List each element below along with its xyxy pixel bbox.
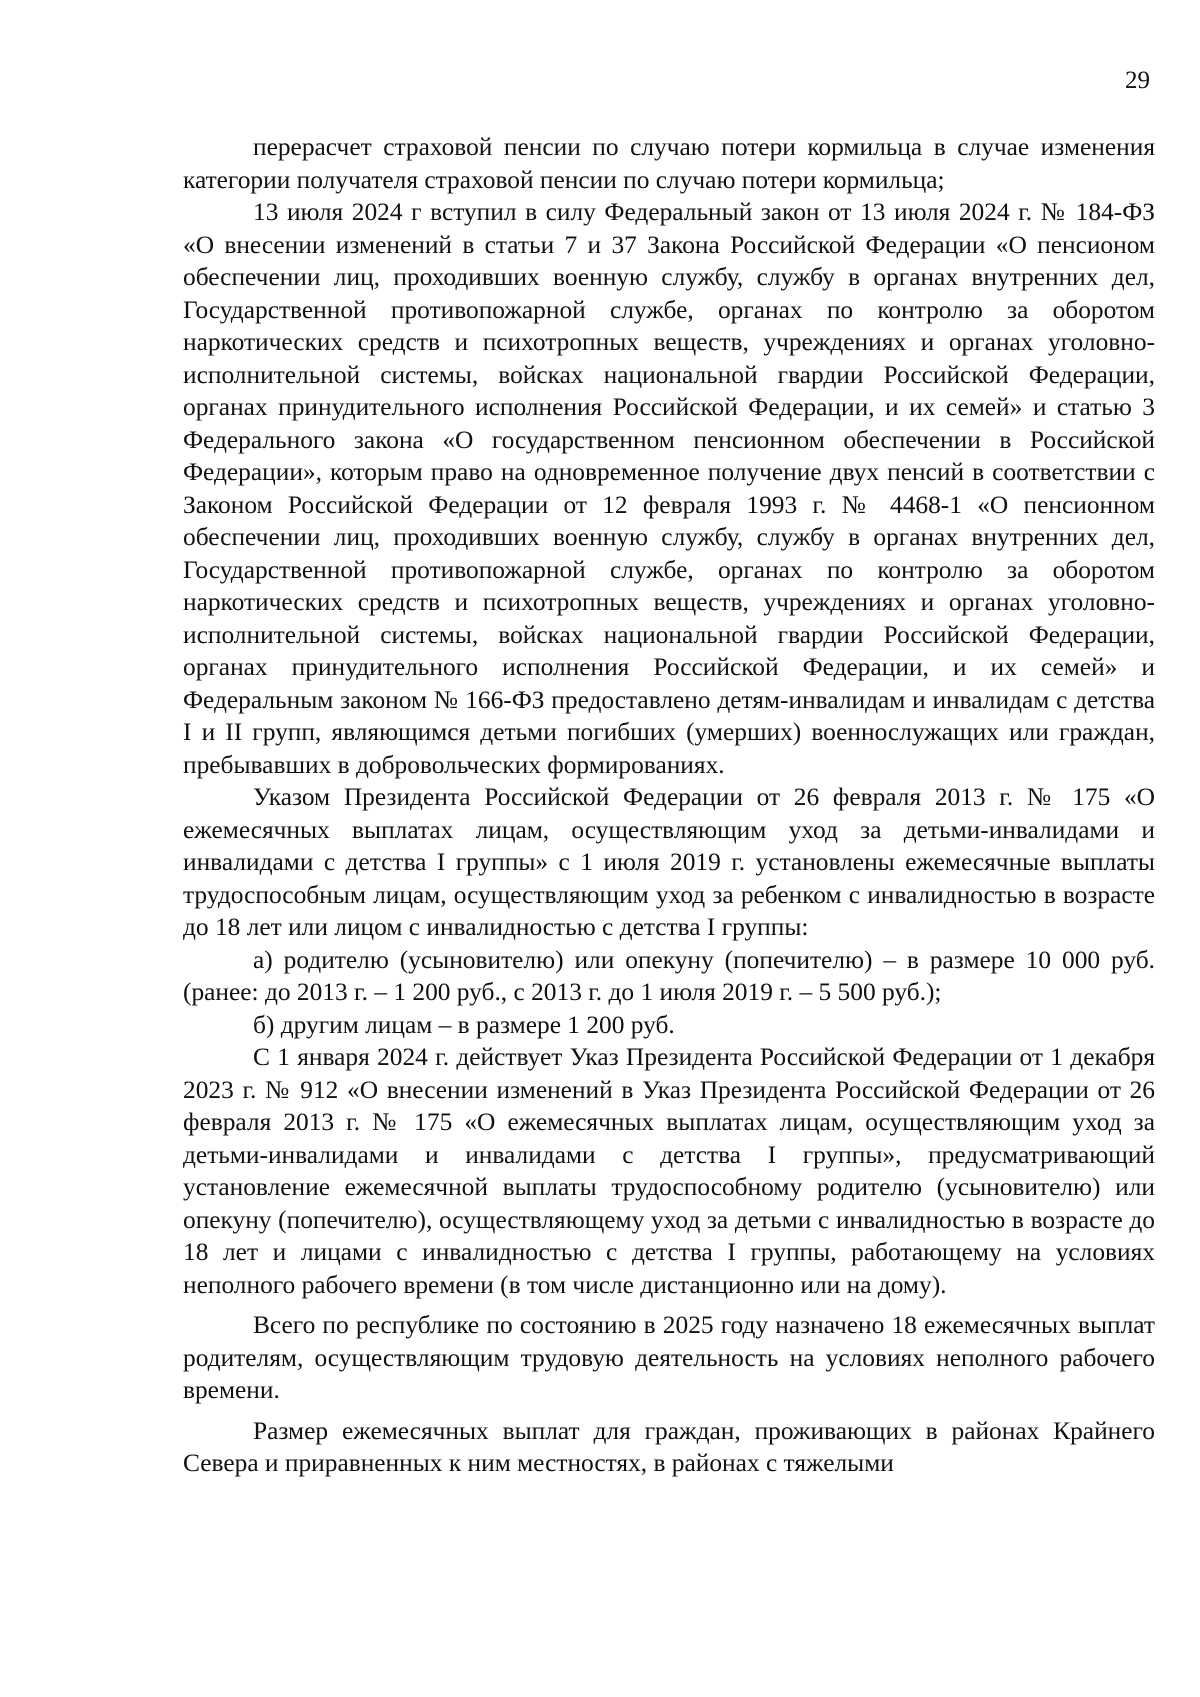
page-number: 29 — [1125, 67, 1150, 94]
document-body — [183, 131, 1155, 1480]
paragraph-north-payments: Размер ежемесячных выплат для граждан, проживающих в районах Крайнего Севера и приравненных к ним местностях, в районах с тяжелыми — [183, 1416, 1155, 1477]
paragraph-federal-law-184: 13 июля 2024 г вступил в силу Федеральный закон от 13 июля 2024 г. № 184-ФЗ «О внесении изменений в статьи 7 и 37 Закона Российской Федерации «О пенсионом обеспечении лиц, проходивших военную службу, службу в органах внутренних дел, Государственной противопожарной службе, органах по контролю за оборотом наркотических средств и психотропных веществ, учреждениях и органах уголовно-исполнительной системы, войсках национальной гвардии Российской Федерации, органах принудительного исполнения Российской Федерации, и их семей» и статью 3 Федерального закона «О государственном пенсионном обеспечении в Российской Федерации», которым право на одновременное получение двух пенсий в соответствии с Законом Российской Федерации от 12 февраля 1993 г. № 4468-1 «О пенсионном обеспечении лиц, проходивших военную службу, службу в органах внутренних дел, Государственной противопожарной службе, органах по контролю за оборотом наркотических средств и психотропных веществ, учреждениях и органах уголовно-исполнительной системы, войсках национальной гвардии Российской Федерации, органах принудительного исполнения Российской Федерации, и их семей» и Федеральным законом № 166-ФЗ предоставлено детям-инвалидам и инвалидам с детства I и II групп, являющимся детьми погибших (умерших) военнослужащих или граждан, пребывавших в добровольческих формированиях. — [183, 198, 1155, 779]
paragraph-decree-912: С 1 января 2024 г. действует Указ Президента Российской Федерации от 1 декабря 2023 г. № 912 «О внесении изменений в Указ Президента Российской Федерации от 26 февраля 2013 г. № 175 «О ежемесячных выплатах лицам, осуществляющим уход за детьми-инвалидами и инвалидами с детства I группы», предусматривающий установление ежемесячной выплаты трудоспособному родителю (усыновителю) или опекуну (попечителю), осуществляющему уход за детьми с инвалидностью в возрасте до 18 лет и лицами с инвалидностью с детства I группы, работающему на условиях неполного рабочего времени (в том числе дистанционно или на дому). — [183, 1043, 1155, 1299]
paragraph-item-a: а) родителю (усыновителю) или опекуну (попечителю) – в размере 10 000 руб. (ранее: до 2013 г. – 1 200 руб., с 2013 г. до 1 июля 2019 г. – 5 500 руб.); — [183, 945, 1155, 1006]
paragraph-republic-total: Всего по республике по состоянию в 2025 году назначено 18 ежемесячных выплат родителям, осуществляющим трудовую деятельность на условиях неполного рабочего времени. — [183, 1311, 1155, 1404]
paragraph-pension-recalculation: перерасчет страховой пенсии по случаю потери кормильца в случае изменения категории получателя страховой пенсии по случаю потери кормильца; — [183, 133, 1155, 194]
paragraph-decree-175: Указом Президента Российской Федерации от 26 февраля 2013 г. № 175 «О ежемесячных выплатах лицам, осуществляющим уход за детьми-инвалидами и инвалидами с детства I группы» с 1 июля 2019 г. установлены ежемесячные выплаты трудоспособным лицам, осуществляющим уход за ребенком с инвалидностью в возрасте до 18 лет или лицом с инвалидностью с детства I группы: — [183, 783, 1155, 941]
paragraph-item-b: б) другим лицам – в размере 1 200 руб. — [253, 1010, 675, 1039]
